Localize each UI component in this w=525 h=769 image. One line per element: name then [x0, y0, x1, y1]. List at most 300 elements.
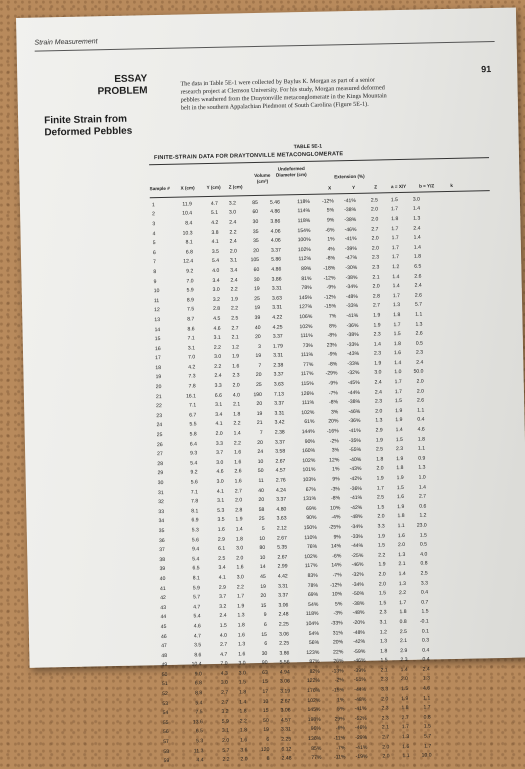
table-cell: 69%: [306, 505, 317, 512]
col-header-b: b = Y/Z: [418, 183, 435, 189]
table-cell: 2.0: [222, 737, 230, 744]
table-cell: 1.4: [398, 570, 406, 578]
table-cell: -3%: [330, 485, 340, 493]
table-cell: -34%: [345, 284, 358, 291]
table-cell: 54%: [308, 630, 320, 637]
table-cell: 1.7: [391, 225, 399, 232]
table-cell: 7.0: [187, 354, 196, 361]
table-cell: 9.4: [192, 546, 200, 553]
table-cell: 7.13: [273, 391, 284, 398]
table-cell: -42%: [353, 638, 366, 646]
table-cell: 3.1: [214, 402, 223, 409]
table-cell: 3.86: [271, 276, 282, 283]
table-cell: 1.2: [231, 344, 240, 351]
table-cell: 3.06: [278, 630, 290, 638]
table-cell: 5: [261, 525, 265, 532]
table-cell: 58: [258, 506, 265, 513]
table-cell: 10.3: [182, 229, 193, 237]
table-cell: 1.1: [402, 753, 410, 760]
table-cell: 8: [153, 269, 157, 276]
table-cell: 58: [163, 748, 170, 755]
table-cell: 2.2: [398, 590, 407, 597]
table-cell: 7.5: [195, 709, 203, 716]
table-cell: 1.6: [397, 532, 405, 539]
table-cell: 10: [262, 698, 269, 705]
table-cell: 56: [162, 729, 169, 736]
table-cell: -36%: [348, 418, 361, 425]
table-cell: 4%: [327, 246, 335, 253]
table-cell: 1.6: [396, 494, 405, 501]
table-cell: -2%: [334, 677, 345, 684]
table-cell: -46%: [344, 226, 357, 233]
table-cell: 15: [262, 708, 269, 715]
table-cell: 5.3: [196, 738, 204, 745]
table-cell: 30: [252, 218, 259, 226]
table-cell: 2.0: [378, 580, 386, 588]
table-cell: 14%: [331, 562, 342, 569]
table-cell: 2.7: [418, 493, 427, 500]
table-cell: 2.0: [235, 497, 243, 504]
table-cell: 55: [162, 719, 169, 726]
table-cell: -33%: [330, 620, 343, 627]
table-cell: 2.6: [234, 468, 242, 475]
table-cell: 3.3: [420, 580, 428, 587]
table-cell: 10%: [330, 505, 341, 512]
table-cell: 1.3: [398, 580, 406, 587]
table-cell: 3.5: [211, 248, 219, 255]
table-cell: -50%: [352, 590, 365, 598]
table-cell: 16: [154, 345, 161, 352]
table-cell: 4.22: [272, 314, 283, 321]
table-cell: 1.2: [419, 512, 427, 520]
table-cell: 0.5: [415, 340, 423, 347]
table-cell: 30: [253, 276, 260, 283]
table-cell: 3.31: [272, 304, 283, 312]
document-page: [16, 8, 525, 765]
table-cell: 4.7: [193, 632, 202, 639]
table-cell: 2.8: [212, 306, 221, 313]
table-cell: 48: [161, 652, 168, 659]
table-cell: 1.7: [391, 235, 399, 242]
table-cell: -8%: [331, 495, 341, 502]
table-cell: 1.9: [231, 353, 240, 360]
table-cell: 4.25: [272, 324, 283, 331]
table-cell: 2.0: [371, 245, 379, 252]
table-cell: 2.0: [229, 248, 237, 255]
table-cell: 1.7: [237, 593, 245, 600]
table-cell: 21: [155, 393, 162, 400]
table-cell: 3.06: [280, 707, 291, 714]
table-cell: 3.31: [277, 582, 289, 590]
table-cell: -11%: [333, 735, 346, 742]
table-cell: 2.7: [221, 689, 229, 696]
table-cell: 2.4: [214, 373, 222, 380]
table-cell: 3.0: [220, 680, 229, 687]
table-cell: -33%: [346, 303, 359, 310]
table-cell: 14: [154, 326, 161, 333]
table-cell: 8.7: [187, 316, 195, 323]
table-cell: 5.4: [211, 258, 220, 265]
table-cell: 3.1: [221, 728, 230, 735]
table-cell: 0.4: [417, 416, 425, 424]
table-cell: 63: [262, 669, 268, 676]
table-cell: 145%: [307, 707, 321, 714]
table-cell: 2.1: [231, 334, 239, 341]
table-cell: 2.2: [378, 552, 386, 559]
table-cell: 9: [153, 278, 157, 285]
table-cell: 1.6: [233, 449, 242, 456]
table-cell: 6.9: [191, 517, 199, 524]
table-cell: 102%: [297, 246, 311, 253]
table-cell: -25%: [328, 524, 341, 531]
table-cell: -11%: [333, 754, 346, 761]
table-cell: 3.31: [271, 285, 282, 292]
table-cell: -40%: [349, 456, 362, 463]
table-cell: 2.48: [281, 755, 292, 762]
table-cell: 2.3: [371, 254, 380, 261]
table-cell: 2.3: [372, 264, 380, 271]
table-cell: 35: [252, 238, 259, 245]
table-cell: 0.4: [422, 656, 430, 663]
table-cell: 2.3: [373, 350, 382, 357]
table-cell: 24: [257, 449, 264, 456]
table-cell: 1.4: [233, 430, 241, 437]
table-cell: 15: [262, 679, 269, 686]
table-cell: 1.9: [395, 417, 403, 424]
table-cell: 2.4: [374, 389, 382, 396]
table-cell: -42%: [350, 504, 363, 511]
table-cell: 11: [258, 477, 264, 485]
table-cell: 8.1: [192, 575, 200, 582]
table-cell: 4.2: [211, 219, 219, 226]
table-cell: 10.4: [182, 210, 193, 217]
table-cell: 1.5: [238, 679, 247, 686]
table-cell: 111%: [300, 332, 313, 340]
table-cell: 39: [254, 314, 261, 321]
col-header-x: X (cm): [180, 185, 195, 191]
table-cell: 2.67: [276, 535, 288, 542]
table-cell: -34%: [351, 581, 365, 588]
table-cell: 2.1: [372, 273, 380, 281]
table-cell: 7.3: [188, 373, 196, 380]
table-cell: 5.35: [277, 544, 288, 551]
table-cell: 6.7: [189, 412, 197, 419]
table-cell: -12%: [323, 274, 336, 282]
col-header-sample: Sample #: [149, 185, 170, 192]
table-cell: 131%: [303, 496, 317, 503]
table-cell: 2.3: [415, 349, 424, 356]
table-cell: -46%: [353, 658, 366, 665]
table-cell: 6: [266, 736, 270, 743]
table-cell: 1.6: [234, 459, 242, 466]
table-cell: 2.0: [381, 696, 389, 703]
table-cell: 2.9: [217, 536, 226, 543]
table-cell: 6: [264, 640, 268, 648]
table-cell: 10%: [331, 591, 343, 598]
table-cell: 1.9: [373, 312, 381, 319]
table-cell: -9%: [326, 284, 336, 291]
table-cell: 3.1: [187, 345, 196, 352]
table-cell: -4%: [331, 514, 341, 521]
table-cell: 111%: [300, 352, 314, 359]
table-cell: 9%: [326, 217, 335, 224]
col-header-a: a = X/Y: [390, 183, 407, 190]
table-cell: 1.9: [396, 455, 404, 462]
table-cell: 17: [155, 355, 161, 362]
table-cell: 3.2: [212, 296, 221, 303]
table-cell: 120: [260, 746, 270, 753]
table-cell: -6%: [332, 553, 342, 560]
table-cell: 1.8: [401, 705, 409, 712]
table-cell: 2.2: [233, 440, 242, 447]
table-cell: -25%: [351, 552, 364, 559]
table-cell: 1.5: [219, 622, 227, 629]
table-cell: 51: [161, 681, 168, 688]
table-cell: 7.0: [186, 277, 194, 285]
table-cell: 1.7: [391, 244, 399, 251]
table-cell: 3.4: [218, 565, 226, 572]
table-cell: 1.3: [379, 638, 388, 645]
table-cell: 35: [158, 527, 165, 535]
table-cell: 4.1: [211, 238, 219, 246]
table-cell: 1.3: [413, 215, 421, 222]
table-cell: 15: [260, 602, 267, 609]
table-cell: 5.6: [191, 536, 200, 544]
table-cell: 8.1: [191, 508, 199, 515]
table-cell: 1.8: [235, 535, 244, 543]
table-cell: 1.4: [373, 341, 381, 348]
table-cell: 3.6: [240, 746, 248, 754]
table-cell: 1.8: [393, 340, 401, 347]
table-cell: 5.56: [279, 659, 290, 666]
table-cell: 2.0: [377, 513, 385, 520]
table-cell: 1.4: [413, 244, 421, 251]
table-cell: 2.5: [375, 446, 384, 453]
table-cell: 117%: [304, 563, 318, 570]
table-cell: 102%: [301, 409, 315, 416]
table-cell: -39%: [344, 245, 357, 252]
table-cell: 0.6: [419, 503, 427, 510]
table-cell: 85: [252, 199, 258, 206]
table-cell: 5.4: [195, 699, 203, 707]
table-cell: 1.3: [392, 302, 401, 309]
table-cell: 2.3: [374, 398, 383, 405]
table-cell: 4.80: [276, 506, 287, 513]
table-cell: 6.1: [218, 545, 226, 553]
table-cell: 2.2: [230, 286, 238, 293]
table-cell: 2.6: [414, 292, 422, 299]
table-cell: 2.5: [420, 570, 428, 577]
table-cell: 5.6: [190, 479, 198, 486]
table-cell: 3.0: [236, 574, 244, 581]
table-cell: 2.25: [279, 640, 290, 647]
table-cell: 3.2: [219, 603, 227, 610]
table-cell: 4.6: [213, 325, 221, 332]
col-header-undeformed-diameter: Undeformed Diameter (cm): [275, 165, 307, 178]
table-cell: 1.5: [378, 590, 387, 597]
table-cell: 1.8: [391, 216, 399, 223]
table-cell: 4.24: [275, 487, 287, 494]
table-cell: 1.6: [240, 737, 248, 744]
table-cell: 1.3: [418, 464, 426, 472]
problem-title: [44, 114, 132, 140]
table-label: TABLE 5E-1: [293, 143, 323, 151]
table-cell: 19: [255, 353, 262, 360]
table-cell: 5.3: [217, 507, 225, 514]
table-cell: 14%: [330, 543, 342, 550]
table-cell: 1.1: [417, 445, 426, 452]
table-cell: 82%: [309, 668, 320, 675]
table-cell: 2.4: [230, 276, 238, 284]
table-cell: 1.8: [399, 609, 407, 616]
table-cell: 19: [263, 727, 270, 734]
table-cell: -35%: [348, 437, 361, 444]
table-cell: 9.2: [186, 268, 194, 275]
table-cell: 36: [158, 537, 165, 544]
table-cell: 4.86: [270, 208, 281, 216]
table-cell: 3.1: [213, 334, 221, 342]
table-cell: 1.5: [393, 331, 401, 338]
table-cell: 8.9: [186, 297, 195, 304]
table-cell: 1.9: [376, 475, 384, 482]
table-cell: -42%: [349, 475, 362, 483]
table-cell: 122%: [306, 678, 321, 685]
table-cell: 29%: [334, 716, 345, 723]
table-cell: 15: [154, 336, 161, 343]
table-cell: 2.5: [399, 628, 407, 635]
table-cell: 1.5: [379, 600, 387, 607]
table-cell: 1.9: [373, 321, 381, 329]
table-cell: 50: [161, 671, 168, 678]
table-cell: -43%: [347, 351, 360, 358]
table-cell: -46%: [354, 725, 368, 732]
table-cell: 1.5: [377, 542, 386, 549]
table-cell: -29%: [355, 734, 368, 742]
table-cell: 3.06: [279, 678, 291, 686]
table-cell: 1.1: [423, 695, 431, 702]
table-cell: 2.0: [372, 283, 380, 290]
table-cell: 1.7: [423, 704, 431, 711]
table-cell: -3%: [333, 610, 343, 617]
table-cell: -41%: [354, 706, 367, 713]
table-cell: 2.38: [273, 362, 284, 369]
table-cell: 9%: [332, 476, 340, 483]
table-cell: 2.5: [218, 555, 226, 562]
table-cell: 4.86: [271, 266, 282, 273]
table-cell: -38%: [346, 332, 359, 339]
table-cell: 3.1: [379, 619, 387, 626]
table-cell: 1.3: [401, 733, 410, 741]
table-cell: 6.6: [214, 392, 223, 399]
table-cell: 1.8: [397, 513, 405, 520]
table-cell: 8%: [329, 322, 337, 330]
table-cell: 85%: [311, 745, 322, 752]
table-cell: -33%: [350, 533, 363, 540]
table-cell: 1.8: [380, 648, 388, 655]
table-cell: 0.4: [420, 589, 429, 596]
table-cell: 56%: [308, 639, 320, 647]
table-cell: 6.5: [414, 263, 422, 270]
table-cell: 5%: [337, 706, 345, 713]
table-cell: 3.5: [194, 642, 202, 649]
table-cell: 1.4: [400, 666, 408, 673]
table-cell: 2.3: [379, 609, 387, 616]
table-cell: 5.46: [269, 199, 280, 206]
table-cell: 2.7: [220, 641, 228, 648]
table-cell: 20: [155, 384, 162, 391]
table-cell: -43%: [349, 466, 362, 473]
table-cell: 4.6: [422, 685, 431, 692]
table-cell: -38%: [345, 274, 358, 281]
table-cell: 30: [261, 650, 268, 657]
table-cell: 2.3: [395, 446, 404, 453]
table-cell: -33%: [347, 360, 360, 368]
table-cell: 5.3: [191, 527, 199, 534]
table-cell: 3.37: [276, 496, 287, 503]
table-cell: 20%: [332, 639, 344, 646]
table-cell: 1.8: [237, 622, 245, 629]
table-cell: 61%: [304, 419, 315, 426]
table-cell: 50.0: [413, 369, 424, 376]
table-cell: -8%: [327, 332, 337, 339]
table-cell: -51%: [353, 677, 367, 684]
table-cell: 1.3: [422, 675, 430, 683]
table-cell: 2.0: [378, 571, 386, 578]
table-cell: -48%: [352, 610, 365, 617]
table-cell: 1.9: [401, 695, 409, 702]
problem-paragraph: [180, 74, 481, 112]
table-cell: 1.4: [392, 273, 400, 280]
table-cell: 1.4: [392, 283, 400, 290]
table-cell: 45: [160, 623, 167, 631]
table-cell: 102%: [307, 697, 321, 704]
table-cell: -52%: [354, 715, 367, 722]
table-cell: 2.67: [275, 458, 286, 465]
table-cell: 5.9: [192, 584, 201, 591]
table-cell: 13.6: [192, 719, 203, 726]
table-cell: 1.2: [379, 628, 388, 636]
table-cell: 2.5: [231, 315, 239, 322]
table-cell: 4.1: [215, 421, 223, 428]
table-cell: 41: [159, 585, 166, 592]
table-cell: 6.5: [192, 565, 200, 572]
table-cell: 19: [253, 286, 260, 293]
table-cell: 4.1: [218, 574, 226, 581]
table-cell: 2.1: [399, 638, 408, 645]
table-cell: 123%: [306, 649, 320, 656]
table-cell: 0.8: [423, 714, 431, 721]
table-cell: -15%: [332, 687, 345, 694]
table-cell: 10: [259, 535, 266, 542]
table-cell: -48%: [354, 696, 367, 703]
table-cell: 3.1: [229, 257, 238, 264]
table-cell: 1.6: [236, 564, 244, 571]
problem-title-line2: Deformed Pebbles: [44, 125, 133, 139]
table-cell: 9%: [333, 533, 342, 541]
table-cell: 6.4: [189, 440, 198, 448]
table-title: FINITE-STRAIN DATA FOR DRAYTONVILLE METACONGLOMERATE: [153, 151, 344, 162]
table-cell: 3.37: [274, 439, 286, 446]
table-cell: 96%: [310, 726, 322, 733]
table-cell: 1.3: [375, 417, 383, 425]
paragraph-line: research project at Clemson University. For his study, Morgan measured deformed: [180, 84, 385, 96]
col-header-ext-y: Y: [352, 184, 356, 190]
table-cell: -12%: [329, 581, 343, 589]
table-cell: 60: [252, 209, 259, 216]
table-cell: 4.6: [216, 469, 224, 476]
table-cell: 1.4: [418, 484, 426, 491]
table-cell: 4.06: [270, 237, 281, 244]
